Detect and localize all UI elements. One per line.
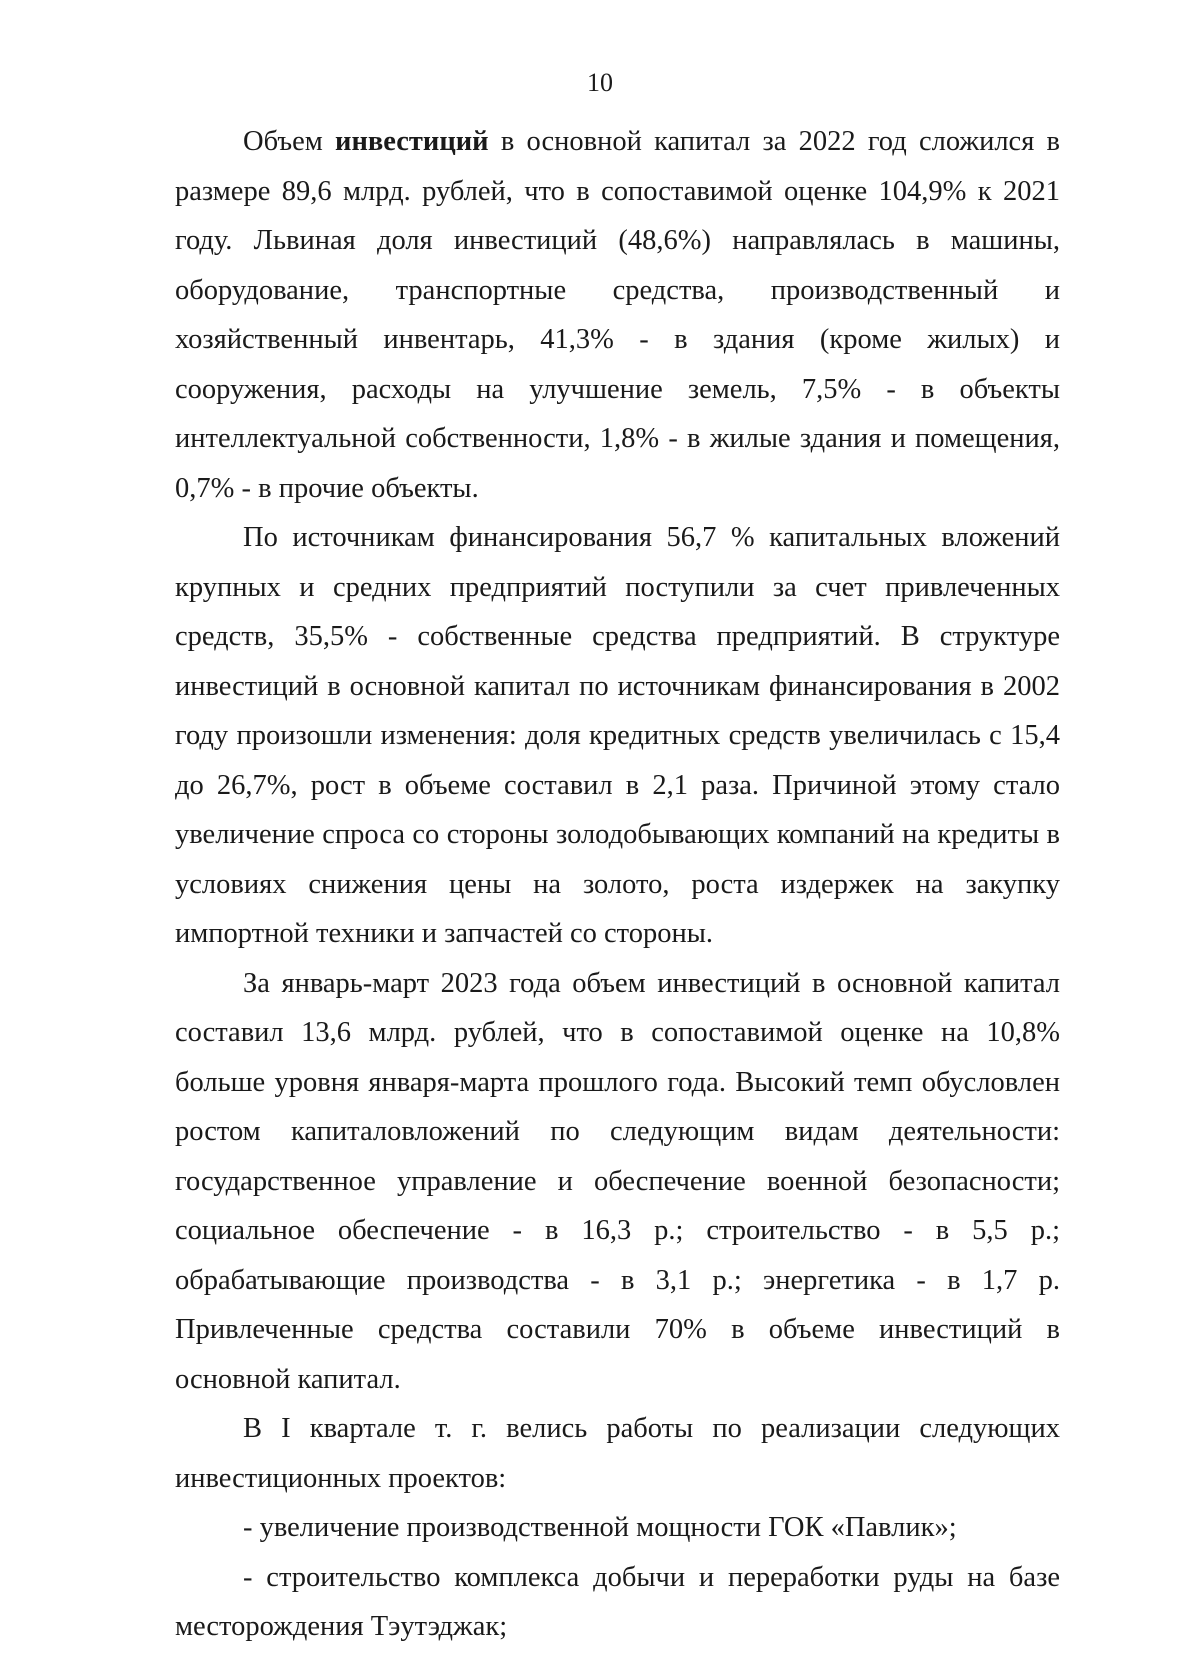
paragraph-text: Объем bbox=[243, 126, 336, 157]
page-number: 10 bbox=[587, 68, 613, 97]
paragraph-q1-2023: За январь-март 2023 года объем инвестиций в основной капитал составил 13,6 млрд. рублей, что в сопоставимой оценке на 10,8% больше уровня января-марта прошлого года. Высокий темп обусловлен ростом капиталовложений по следующим видам деятельности: государственное управление и обеспечение военной безопасности; социальное обеспечение - в 16,3 р.; строительство - в 5,5 р.; обрабатывающие производства - в 3,1 р.; энергетика - в 1,7 р. Привлеченные средства составили 70% в объеме инвестиций в основной капитал. bbox=[175, 967, 1060, 1395]
list-item: - строительство комплекса добычи и переработки руды на базе месторождения Тэутэджак; bbox=[175, 1561, 1060, 1642]
paragraph-projects-intro: В I квартале т. г. велись работы по реализации следующих инвестиционных проектов: bbox=[175, 1413, 1060, 1494]
paragraph-investment-volume bbox=[175, 117, 1060, 513]
list-item: - увеличение производственной мощности ГОК «Павлик»; bbox=[243, 1512, 957, 1543]
bold-term: инвестиций bbox=[335, 126, 489, 157]
paragraph-financing-sources: По источникам финансирования 56,7 % капитальных вложений крупных и средних предприятий поступили за счет привлеченных средств, 35,5% - собственные средства предприятий. В структуре инвестиций в основной капитал по источникам финансирования в 2002 году произошли изменения: доля кредитных средств увеличилась с 15,4 до 26,7%, рост в объеме составил в 2,1 раза. Причиной этому стало увеличение спроса со стороны золодобывающих компаний на кредиты в условиях снижения цены на золото, роста издержек на закупку импортной техники и запчастей со стороны. bbox=[175, 522, 1060, 949]
document-body bbox=[175, 117, 1060, 1652]
paragraph-text: в основной капитал за 2022 год сложился в размере 89,6 млрд. рублей, что в сопоставимой оценке 104,9% к 2021 году. Львиная доля инвестиций (48,6%) направлялась в машины, оборудование, транспортные средства, производственный и хозяйственный инвентарь, 41,3% - в здания (кроме жилых) и сооружения, расходы на улучшение земель, 7,5% - в объекты интеллектуальной собственности, 1,8% - в жилые здания и помещения, 0,7% - в прочие объекты. bbox=[175, 126, 1060, 504]
